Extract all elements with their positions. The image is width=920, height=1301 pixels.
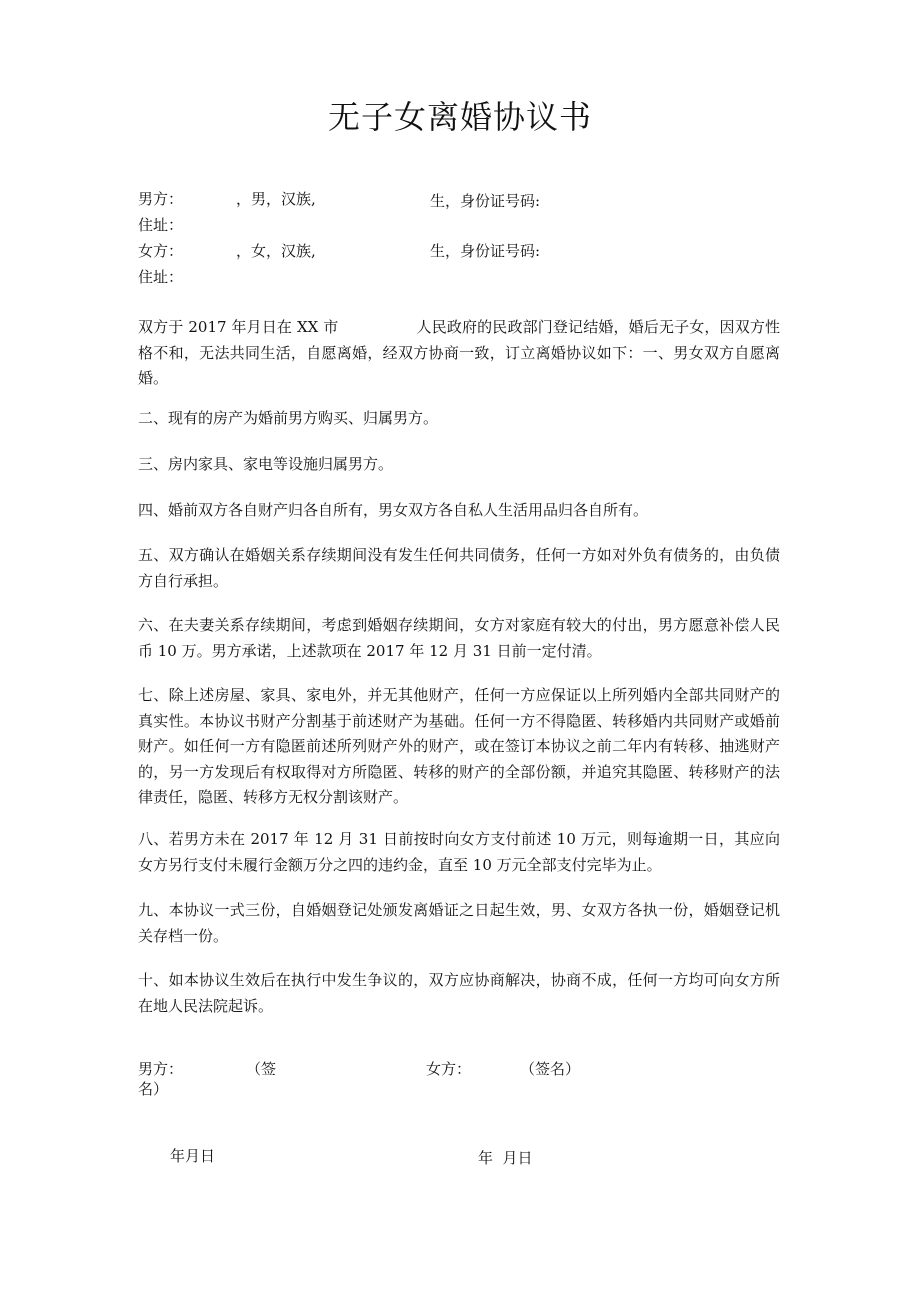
man-birth-id: 生，身份证号码:	[430, 192, 541, 210]
date-left: 年月日	[170, 1147, 216, 1165]
woman-gender-ethnicity: ，女，汉族,	[236, 242, 316, 260]
intro-paragraph	[138, 315, 780, 392]
clause-5: 五、双方确认在婚姻关系存续期间没有发生任何共同债务，任何一方如对外负有债务的，由负债方自行承担。	[138, 546, 780, 590]
clause-2: 二、现有的房产为婚前男方购买、归属男方。	[138, 409, 439, 427]
clause-7: 七、除上述房屋、家具、家电外，并无其他财产，任何一方应保证以上所列婚内全部共同财产的真实性。本协议书财产分割基于前述财产为基础。任何一方不得隐匿、转移婚内共同财产或婚前财产。如任何一方有隐匿前述所列财产外的财产，或在签订本协议之前二年内有转移、抽逃财产的，另一方发现后有权取得对方所隐匿、转移的财产的全部份额，并追究其隐匿、转移财产的法律责任，隐匿、转移方无权分割该财产。	[138, 686, 780, 806]
clause-10: 十、如本协议生效后在执行中发生争议的，双方应协商解决，协商不成，任何一方均可向女方所在地人民法院起诉。	[138, 971, 780, 1015]
intro-text-part2: 人民政府的民政部门登记结婚，婚后无子女，因双方性格不和，无法共同生活，自愿离婚，经双方协商一致，订立离婚协议如下：一、男女双方自愿离婚。	[138, 318, 780, 387]
man-gender-ethnicity: ，男，汉族,	[236, 190, 316, 208]
clause-9: 九、本协议一式三份，自婚姻登记处颁发离婚证之日起生效，男、女双方各执一份，婚姻登记机关存档一份。	[138, 901, 780, 945]
signature-woman-sign: （签名）	[520, 1060, 581, 1078]
signature-woman-label: 女方：	[426, 1060, 472, 1078]
man-label: 男方：	[138, 190, 184, 208]
signature-man-label: 男方：	[138, 1060, 184, 1078]
signature-man-sign-a: （签	[246, 1060, 277, 1078]
signature-man-sign-b: 名）	[138, 1080, 169, 1098]
document-title: 无子女离婚协议书	[327, 98, 592, 136]
woman-label: 女方：	[138, 242, 184, 260]
clause-6: 六、在夫妻关系存续期间，考虑到婚姻存续期间，女方对家庭有较大的付出，男方愿意补偿人民币 10 万。男方承诺，上述款项在 2017 年 12 月 31 日前一定付清。	[138, 616, 780, 660]
date-right: 年 月日	[478, 1149, 533, 1167]
man-address: 住址：	[138, 216, 184, 234]
woman-birth-id: 生，身份证号码:	[430, 242, 541, 260]
woman-address: 住址：	[138, 268, 184, 286]
clause-3: 三、房内家具、家电等设施归属男方。	[138, 455, 394, 473]
clause-8: 八、若男方未在 2017 年 12 月 31 日前按时向女方支付前述 10 万元，则每逾期一日，其应向女方另行支付未履行金额万分之四的违约金，直至 10 万元全部支付完毕为止。	[138, 830, 780, 874]
clause-4: 四、婚前双方各自财产归各自所有，男女双方各自私人生活用品归各自所有。	[138, 501, 649, 519]
intro-text-part1: 双方于 2017 年月日在 XX 市	[138, 318, 339, 336]
